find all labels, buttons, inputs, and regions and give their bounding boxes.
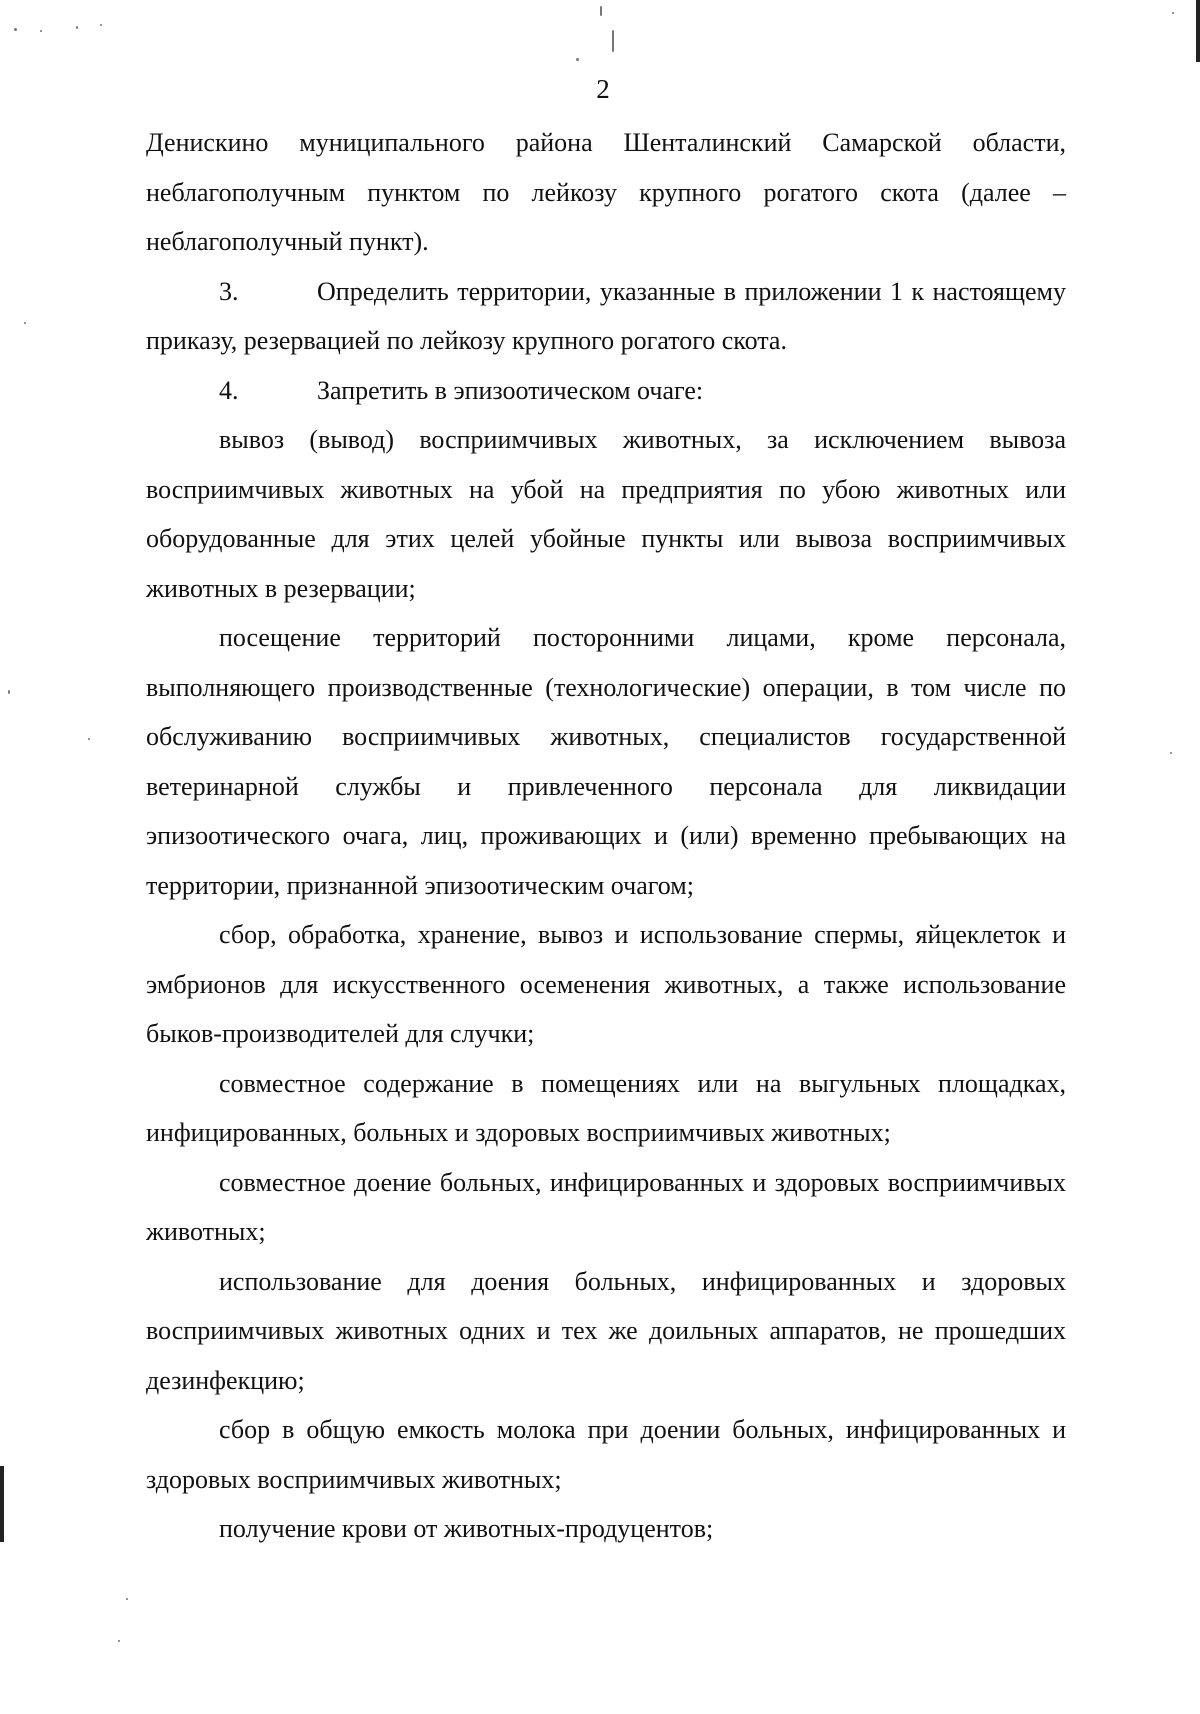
scan-speck bbox=[1172, 12, 1174, 14]
scan-speck bbox=[88, 738, 90, 740]
item-number: 4. bbox=[219, 375, 239, 405]
paragraph-ban-joint-keeping: совместное содержание в помещениях или на выгульных площадках, инфицированных, больных и здоровых восприимчивых животных; bbox=[146, 1068, 1066, 1147]
scan-speck bbox=[126, 1598, 128, 1600]
scan-speck bbox=[612, 30, 614, 52]
scan-speck bbox=[14, 28, 17, 31]
paragraph-continuation: Денискино муниципального района Шенталинский Самарской области, неблагополучным пунктом по лейкозу крупного рогатого скота (далее – неблагополучный пункт). bbox=[146, 128, 1066, 256]
scan-speck bbox=[1170, 752, 1172, 754]
paragraph-ban-sperm: сбор, обработка, хранение, вывоз и использование спермы, яйцеклеток и эмбрионов для искусственного осеменения животных, а также использование быков-производителей для случки; bbox=[146, 920, 1066, 1048]
scan-edge-mark bbox=[0, 1466, 4, 1542]
scan-edge-mark bbox=[1196, 0, 1200, 62]
scan-speck bbox=[576, 58, 579, 61]
item-text: Запретить в эпизоотическом очаге: bbox=[317, 375, 704, 405]
scan-speck bbox=[600, 6, 602, 16]
scan-speck bbox=[24, 322, 26, 324]
paragraph-ban-milk-collection: сбор в общую емкость молока при доении больных, инфицированных и здоровых восприимчивых животных; bbox=[146, 1415, 1066, 1494]
scan-speck bbox=[76, 26, 78, 29]
paragraph-item-4 bbox=[146, 366, 1066, 416]
item-text: Определить территории, указанные в приложении 1 к настоящему приказу, резервацией по лейкозу крупного рогатого скота. bbox=[146, 276, 1066, 355]
scan-speck bbox=[40, 30, 42, 32]
scan-speck bbox=[100, 24, 102, 26]
paragraph-ban-visits: посещение территорий посторонними лицами, кроме персонала, выполняющего производственные (технологические) операции, в том числе по обслуживанию восприимчивых животных, специалистов государственной ветеринарной службы и привлеченного персонала для ликвидации эпизоотического очага, лиц, проживающих и (или) временно пребывающих на территории, признанной эпизоотическим очагом; bbox=[146, 623, 1066, 900]
paragraph-ban-milking-devices: использование для доения больных, инфицированных и здоровых восприимчивых животных одних и тех же доильных аппаратов, не прошедших дезинфекцию; bbox=[146, 1266, 1066, 1395]
scan-speck bbox=[8, 690, 10, 694]
page-number: 2 bbox=[596, 74, 610, 104]
paragraph-ban-export: вывоз (вывод) восприимчивых животных, за исключением вывоза восприимчивых животных на убой на предприятия по убою животных или оборудованные для этих целей убойные пункты или вывоза восприимчивых животных в резервации; bbox=[146, 425, 1066, 603]
item-number: 3. bbox=[219, 276, 239, 306]
paragraph-item-3 bbox=[146, 267, 1066, 366]
document-body bbox=[146, 118, 1066, 1554]
paragraph-ban-joint-milking: совместное доение больных, инфицированных и здоровых восприимчивых животных; bbox=[146, 1167, 1066, 1246]
paragraph-ban-blood: получение крови от животных-продуцентов; bbox=[219, 1514, 714, 1543]
scan-speck bbox=[118, 1640, 120, 1642]
